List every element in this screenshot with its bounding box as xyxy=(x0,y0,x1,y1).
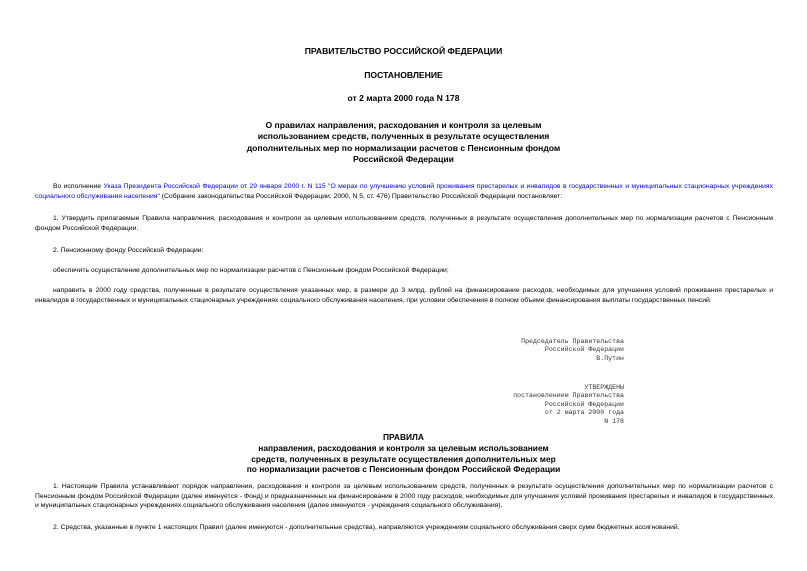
rules-subtitle-line: направления, расходования и контроля за целевым использованием xyxy=(258,442,549,453)
signature-line: В.Путин xyxy=(596,354,624,362)
signature-line: Российской Федерации xyxy=(544,346,624,354)
document-date-number: от 2 марта 2000 года N 178 xyxy=(347,93,460,103)
approval-line: Российской Федерации xyxy=(544,400,624,408)
rule-1-paragraph: 1. Настоящие Правила устанавливают порядок направления, расходования и контроля за целевым использованием средств, полученных в результате осуществления дополнительных мер по нормализации расчетов с Пенсионным фондом Российской Федерации (далее именуется - Фонд) и предназначенных на финансирование в 2000 году расходов, необходимых для улучшения условий проживания престарелых и инвалидов в государственных и муниципальных стационарных учреждениях социального обслуживания населения (далее именуются - учреждения социального обслуживания). xyxy=(35,483,773,510)
document-title xyxy=(0,120,807,166)
approval-block xyxy=(513,384,624,426)
title-line: О правилах направления, расходования и контроля за целевым xyxy=(265,120,542,130)
approval-line: N 178 xyxy=(604,417,624,425)
government-heading: ПРАВИТЕЛЬСТВО РОССИЙСКОЙ ФЕДЕРАЦИИ xyxy=(304,46,503,56)
rules-subtitle-line: средств, полученных в результате осуществления дополнительных мер xyxy=(251,453,556,464)
rules-heading: ПРАВИЛА xyxy=(383,432,424,442)
document-type: ПОСТАНОВЛЕНИЕ xyxy=(364,70,443,80)
item-2b-paragraph: направить в 2000 году средства, полученные в результате осуществления указанных мер, в размере до 3 млрд. рублей на финансирование расходов, необходимых для улучшения условий проживания престарелых и инвалидов в государственных и муниципальных стационарных учреждениях социального обслуживания населения, при условии обеспечения в полном объеме финансирования выплаты государственных пенсий. xyxy=(35,287,773,304)
item-1-paragraph: 1. Утвердить прилагаемые Правила направления, расходования и контроля за целевым использованием средств, полученных в результате осуществления дополнительных мер по нормализации расчетов с Пенсионным фондом Российской Федерации. xyxy=(35,215,773,232)
rule-2-paragraph: 2. Средства, указанные в пункте 1 настоящих Правил (далее именуются - дополнительные средства), направляются учреждениям социального обслуживания сверх сумм бюджетных ассигнований, xyxy=(53,524,680,531)
rules-title-block xyxy=(0,432,807,475)
title-line: использованием средств, полученных в результате осуществления xyxy=(257,131,550,142)
preamble-paragraph xyxy=(35,182,773,201)
signature-line: Председатель Правительства xyxy=(521,338,624,345)
signature-block xyxy=(521,338,624,363)
approval-line: от 2 марта 2000 года xyxy=(544,409,624,417)
preamble-suffix: (Собрание законодательства Российской Федерации, 2000, N 5, ст. 476) Правительство Российской Федерации постановляет: xyxy=(159,192,563,200)
title-line: дополнительных мер по нормализации расчетов с Пенсионным фондом xyxy=(246,142,561,153)
approval-line: УТВЕРЖДЕНЫ xyxy=(584,384,624,391)
approval-line: постановлением Правительства xyxy=(513,392,624,400)
title-line: Российской Федерации xyxy=(353,154,454,165)
decree-link[interactable]: Указа Президента Российской Федерации от 29 января 2000 г. N 115 "О мерах по улучшению условий проживания престарелых и инвалидов в государственных и муниципальных стационарных учреждениях социального обслуживания населения" xyxy=(35,183,773,200)
item-2a-paragraph: обеспечить осуществление дополнительных мер по нормализации расчетов с Пенсионным фондом Российской Федерации; xyxy=(53,267,449,274)
preamble-prefix: Во исполнение xyxy=(53,183,104,190)
item-2-paragraph: 2. Пенсионному фонду Российской Федерации: xyxy=(53,247,204,254)
rules-subtitle-line: по нормализации расчетов с Пенсионным фондом Российской Федерации xyxy=(246,464,561,475)
